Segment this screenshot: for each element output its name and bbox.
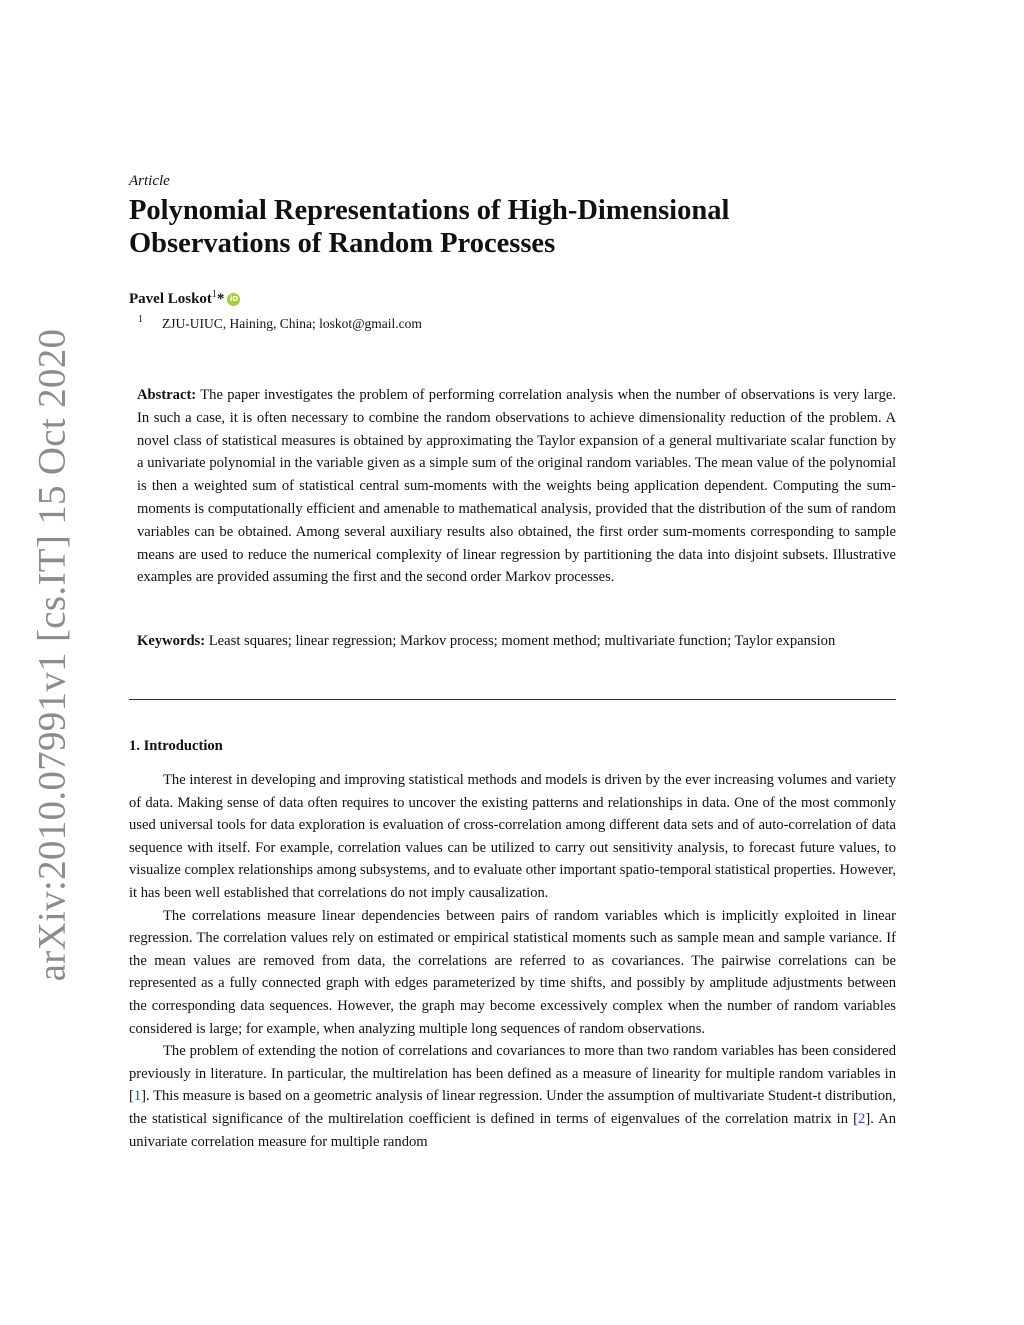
abstract-label: Abstract: [137,387,197,403]
author-name: Pavel Loskot [129,291,212,307]
orcid-icon[interactable]: iD [227,293,240,306]
paragraph-text: The problem of extending the notion of correlations and covariances to more than two random variables has been considered previously in literature. In particular, the multirelation has been defined as a measure of linearity for multiple random variables in [ [129,1043,896,1105]
citation-link[interactable]: 2 [858,1110,866,1127]
abstract [137,384,896,589]
arxiv-identifier: arXiv:2010.07991v1 [cs.IT] 15 Oct 2020 [30,328,74,982]
section-heading-introduction: 1. Introduction [129,738,223,754]
author-affiliation-mark: 1 [211,289,217,300]
paragraph: The interest in developing and improving statistical methods and models is driven by the ever increasing volumes and variety of data. Making sense of data often requires to uncover the existing patterns and relationships in data. One of the most commonly used universal tools for data exploration is evaluation of cross-correlation among different data sets and of auto-correlation of data sequence with itself. For example, correlation values can be utilized to carry out sensitivity analysis, to forecast future values, to visualize complex relationships among subsystems, and to evaluate other important spatio-temporal statistical properties. However, it has been well established that correlations do not imply causalization. [129,772,897,901]
introduction-body [129,769,896,1153]
keywords-text: Least squares; linear regression; Markov process; moment method; multivariate function; Taylor expansion [208,633,836,649]
affiliation: ZJU-UIUC, Haining, China; loskot@gmail.com [162,316,422,331]
citation-link[interactable]: 1 [133,1088,142,1105]
author-line [129,285,240,309]
corresponding-author-mark: * [216,291,225,307]
paper-title: Polynomial Representations of High-Dimensional Observations of Random Processes [129,195,730,259]
divider [129,699,896,700]
paragraph: The correlations measure linear dependencies between pairs of random variables which is implicitly exploited in linear regression. The correlation values rely on estimated or empirical statistical moments such as sample mean and sample variance. If the mean values are removed from data, the correlations are referred to as covariances. The pairwise correlations can be represented as a fully connected graph with edges parameterized by time shifts, and possibly by amplitude adjustments between the corresponding data sequences. However, the graph may become excessively complex when the number of random variables considered is large; for example, when analyzing multiple long sequences of random observations. [129,907,896,1037]
affiliation-number: 1 [138,314,143,325]
keywords [137,630,896,653]
paragraph-text: ]. An univariate correlation measure for multiple random [129,1110,896,1150]
paragraph [129,1040,896,1153]
paragraph-text: ]. This measure is based on a geometric analysis of linear regression. Under the assumption of multivariate Student-t distribution, the statistical significance of the multirelation coefficient is defined in terms of eigenvalues of the correlation matrix in [ [129,1088,896,1127]
abstract-text: The paper investigates the problem of performing correlation analysis when the number of observations is very large. In such a case, it is often necessary to combine the random observations to achieve dimensionality reduction of the problem. A novel class of statistical measures is obtained by approximating the Taylor expansion of a general multivariate scalar function by a univariate polynomial in the variable given as a simple sum of the original random variables. The mean value of the polynomial is then a weighted sum of statistical central sum-moments with the weights being application dependent. Computing the sum-moments is computationally efficient and amenable to mathematical analysis, provided that the distribution of the sum of random variables can be obtained. Among several auxiliary results also obtained, the first order sum-moments corresponding to sample means are used to reduce the numerical complexity of linear regression by partitioning the data into disjoint subsets. Illustrative examples are provided assuming the first and the second order Markov processes. [137,387,896,586]
keywords-label: Keywords: [137,633,206,649]
article-type-label: Article [129,173,170,189]
